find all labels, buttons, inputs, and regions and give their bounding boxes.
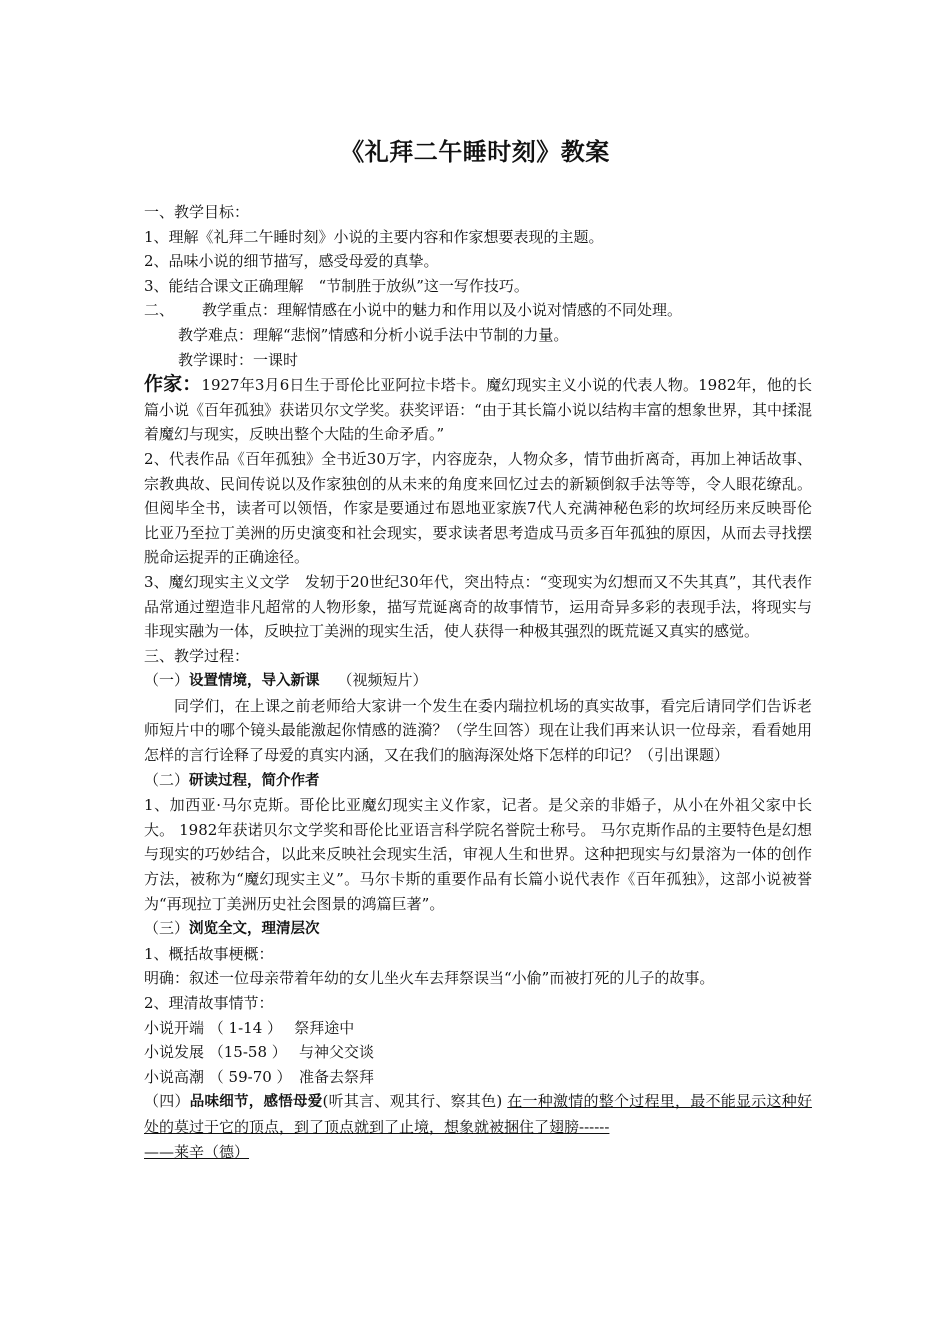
difficulty-line: 教学难点：理解“悲悯”情感和分析小说手法中节制的力量。 <box>178 325 569 344</box>
plot-line-2: 小说发展 （15-58 ） 与神父交谈 <box>144 1043 375 1062</box>
section-3-item-2: 2、理清故事情节： <box>144 994 274 1012</box>
section-1-title: 设置情境，导入新课 <box>189 673 320 690</box>
author-paragraph-3: 3、魔幻现实主义文学 发轫于20世纪30年代，突出特点：“变现实为幻想而又不失其真”，其代表作品常通过塑造非凡超常的人物形象，描写荒诞离奇的故事情节，运用奇异多彩的表现手法，将现实与非现实融为一体，反映拉丁美洲的现实生活，使人获得一种极其强烈的既荒诞又真实的感觉。 <box>144 572 812 641</box>
hours-line: 教学课时：一课时 <box>178 350 299 369</box>
goal-item-1: 1、理解《礼拜二午睡时刻》小说的主要内容和作家想要表现的主题。 <box>144 227 604 246</box>
section-1-heading <box>144 668 812 694</box>
quote-author-line <box>144 1140 812 1165</box>
goal-item-2: 2、品味小说的细节描写，感受母爱的真挚。 <box>144 252 439 271</box>
process-heading: 三、教学过程： <box>144 646 250 665</box>
section-2-text: 1、加西亚·马尔克斯。哥伦比亚魔幻现实主义作家，记者。是父亲的非婚子，从小在外祖父家中长大。 1982年获诺贝尔文学奖和哥伦比亚语言科学院名誉院士称号。 马尔克斯作品的主要特色是幻想与现实的巧妙结合，以此来反映社会现实生活，审视人生和世界。这种把现实与幻景溶为一体的创作方法，被称为“魔幻现实主义”。马尔卡斯的重要作品有长篇小说代表作《百年孤独》，这部小说被誉为“再现拉丁美洲历史社会图景的鸿篇巨著”。 <box>144 796 812 913</box>
section-2-heading <box>144 768 812 794</box>
author-paragraph-2: 2、代表作品《百年孤独》全书近30万字，内容庞杂，人物众多，情节曲折离奇，再加上神话故事、宗教典故、民间传说以及作家独创的从未来的角度来回忆过去的新颖倒叙手法等等，令人眼花缭乱。但阅毕全书，读者可以领悟，作家是要通过布恩地亚家族7代人充满神秘色彩的坎坷经历来反映哥伦比亚乃至拉丁美洲的历史演变和社会现实，要求读者思考造成马贡多百年孤独的原因，从而去寻找摆脱命运捉弄的正确途径。 <box>144 449 812 567</box>
lessing-quote: 在一种激情的整个过程里，最不能显示这种好处的莫过于它的顶点，到了顶点就到了止境，想象就被捆住了翅膀------ <box>144 1092 812 1136</box>
section-3-heading <box>144 916 812 942</box>
section-4-prefix: （四） <box>144 1092 190 1111</box>
section-3-title: 浏览全文，理清层次 <box>189 921 320 938</box>
section-2-title: 研读过程，简介作者 <box>189 772 320 789</box>
focus-line <box>144 298 812 323</box>
focus-text: 教学重点：理解情感在小说中的魅力和作用以及小说对情感的不同处理。 <box>202 301 683 320</box>
plot-line-1: 小说开端 （ 1-14 ） 祭拜途中 <box>144 1018 355 1037</box>
author-text-1: 1927年3月6日生于哥伦比亚阿拉卡塔卡。魔幻现实主义小说的代表人物。1982年，他的长篇小说《百年孤独》获诺贝尔文学奖。获奖评语：“由于其长篇小说以结构丰富的想象世界，其中揉混着魔幻与现实，反映出整个大陆的生命矛盾。” <box>144 376 812 444</box>
section-3-answer: 明确：叙述一位母亲带着年幼的女儿坐火车去拜祭误当“小偷”而被打死的儿子的故事。 <box>144 969 715 988</box>
section-4-title: 品味细节，感悟母爱 <box>189 1094 323 1111</box>
section-2-prefix: （二） <box>144 770 190 789</box>
section-1-note: （视频短片） <box>337 671 428 690</box>
section-4-paragraph <box>144 1089 812 1139</box>
section-3-item-1: 1、概括故事梗概： <box>144 944 274 963</box>
plot-line-3: 小说高潮 （ 59-70 ） 准备去祭拜 <box>144 1067 375 1086</box>
document-body <box>144 200 812 1164</box>
section-4-note: (听其言、观其行、察其色) <box>322 1092 503 1111</box>
quote-author: ——莱辛（德） <box>144 1142 250 1161</box>
document-title: 《礼拜二午睡时刻》教案 <box>340 138 610 166</box>
section-1-text: 同学们，在上课之前老师给大家讲一个发生在委内瑞拉机场的真实故事，看完后请同学们告诉老师短片中的哪个镜头最能激起你情感的涟漪？（学生回答）现在让我们再来认识一位母亲，看看她用怎样的言行诠释了母爱的真实内涵，又在我们的脑海深处烙下怎样的印记？（引出课题） <box>144 696 812 765</box>
focus-label: 二、 <box>144 301 175 320</box>
section-3-prefix: （三） <box>144 919 190 938</box>
author-label: 作家： <box>144 373 202 396</box>
section-1-prefix: （一） <box>144 671 190 690</box>
author-paragraph-1 <box>144 372 812 447</box>
goal-item-3: 3、能结合课文正确理解 “节制胜于放纵”这一写作技巧。 <box>144 276 529 295</box>
goals-heading: 一、教学目标： <box>144 203 250 221</box>
